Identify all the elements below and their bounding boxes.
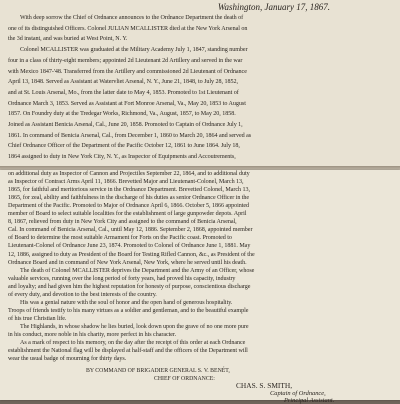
signer-title-1: Captain of Ordnance, <box>270 390 326 397</box>
text-line: April 13, 1848. Served as Assistant at Watervliet Arsenal, N. Y., June 21, 1848, to July 28, 1852, <box>8 79 238 86</box>
text-line: in his conduct, more noble in his charity, more perfect in his character. <box>8 332 177 338</box>
text-line: wear the usual badge of mourning for thirty days. <box>8 356 127 363</box>
text-line: Joined as Assistant Benicia Arsenal, Cal., June 20, 1858. Promoted to Captain of Ordnance July 1, <box>8 122 243 128</box>
text-line: Cal. In command of Benicia Arsenal, Cal., until May 12, 1886. September 2, 1868, appointed member <box>8 227 253 234</box>
text-line: 1864 assigned to duty in New York City, N. Y., as Inspector of Equipments and Accoutrements, <box>8 154 236 161</box>
text-line: the 3d instant, and was buried at West Point, N. Y. <box>8 36 128 43</box>
text-line: 1865, for zeal, ability and faithfulness in the discharge of his duties as senior Ordnance Officer in the <box>8 195 250 202</box>
text-line: Lieutenant-Colonel of Ordnance June 23, 1874. Promoted to Colonel of Ordnance June 1, 1881. May <box>8 243 251 250</box>
text-line: as Inspector of Contract Arms April 11, 1866. Brevetted Major and Lieutenant-Colonel, March 13, <box>8 179 244 186</box>
text-line: 1861. In command of Benicia Arsenal, Cal., from December 1, 1860 to March 20, 1864 and served as <box>8 132 252 139</box>
text-line: Ordnance Board and in command of New York Arsenal, New York, where he served until his death. <box>8 259 247 266</box>
text-line: and loyalty; and had given him the highest reputation for honesty of purpose, conscientious discharge <box>8 283 251 290</box>
text-line: The Highlands, in whose shadow he lies buried, look down upon the grave of no one more pure <box>20 323 249 330</box>
command-line: BY COMMAND OF BRIGADIER GENERAL S. V. BENÉT, <box>86 368 230 374</box>
text-line: Ordnance March 3, 1853. Served as Assistant at Fort Monroe Arsenal, Va., May 20, 1853 to August <box>8 100 246 107</box>
chief-line: CHIEF OF ORDNANCE: <box>154 376 215 382</box>
text-line: valuable services, running over the long period of forty years, had proved his capacity, industry <box>8 275 236 282</box>
text-line: with Mexico 1847-'48. Transferred from the Artillery and commissioned 2d Lieutenant of Ordnance <box>8 68 247 75</box>
text-line: As a mark of respect to his memory, on the day after the receipt of this order at each Ordnance <box>20 340 246 347</box>
text-line: of Board to determine the most suitable Armament for Forts on the Pacific coast. Promoted to <box>8 235 232 242</box>
text-line: on additional duty as Inspector of Cannon and Projectiles September 22, 1864, and to additional duty <box>8 171 250 177</box>
signer-name: CHAS. S. SMITH, <box>236 381 293 390</box>
date-line: Washington, January 17, 1867. <box>217 2 330 12</box>
text-line: establishment the National flag will be displayed at half-staff and the officers of the Department will <box>8 348 248 355</box>
text-line: one of its distinguished Officers. Colonel JULIAN MCALLISTER died at the New York Arsenal on <box>8 25 248 32</box>
text-line: Chief Ordnance Officer of the Department of the Pacific October 12, 1861 to June 1864. July 18, <box>8 143 240 150</box>
text-line: The death of Colonel MCALLISTER deprives the Department and the Army of an Officer, whose <box>20 267 255 274</box>
text-line: 8, 1867, relieved from duty in New York City and assigned to the command of Benicia Arsenal, <box>8 219 237 226</box>
text-line: With deep sorrow the Chief of Ordnance announces to the Ordnance Department the death of <box>20 15 244 21</box>
signer-title-2: Principal Assistant. <box>284 397 335 404</box>
text-line: of every duty, and devotion to the best interests of the country. <box>8 291 157 298</box>
text-line: four in a class of thirty-eight members; appointed 2d Lieutenant 2d Artillery and served in the war <box>8 57 243 64</box>
text-line: 1857. On Foundry duty at the Tredegar Works, Richmond, Va., August, 1857, to May 20, 1858. <box>8 111 236 118</box>
upper-page-section <box>0 0 400 166</box>
text-line: of his true Christian life. <box>8 315 67 322</box>
text-line: 12, 1886, assigned to duty as President of the Board for Testing Rifled Cannon, &c., as President of the <box>8 251 255 258</box>
text-line: 1865, for faithful and meritorious service in the Ordnance Department. Brevetted Colonel, March 13, <box>8 187 250 194</box>
text-line: Department of the Pacific. Promoted to Major of Ordnance April 6, 1866. October 5, 1866 appointed <box>8 203 250 210</box>
text-line: Troops of friends testify to his many virtues as a soldier and gentleman, and to the beautiful example <box>8 307 249 314</box>
text-line: member of Board to select suitable localities for the establishment of large gunpowder depots. April <box>8 211 247 218</box>
lower-page-section <box>0 170 400 404</box>
text-line: His was a genial nature with the soul of honor and the open hand of generous hospitality. <box>20 299 233 306</box>
text-line: Colonel MCALLISTER was graduated at the Military Academy July 1, 1847, standing number <box>20 47 248 54</box>
text-line: and at St. Louis Arsenal, Mo., from the latter date to May 4, 1853. Promoted to 1st Lieutenant of <box>8 89 239 96</box>
